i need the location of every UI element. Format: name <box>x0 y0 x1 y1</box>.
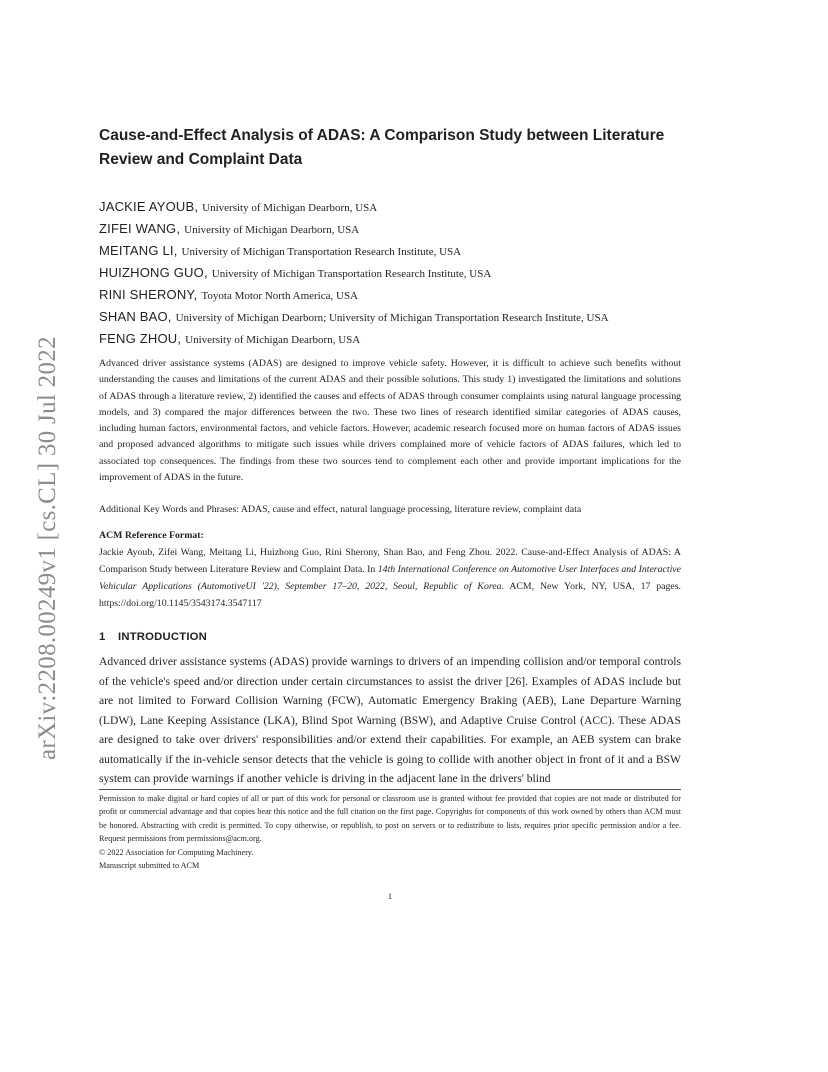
author-name: SHAN BAO, <box>99 309 172 324</box>
author-name: HUIZHONG GUO, <box>99 265 208 280</box>
abstract: Advanced driver assistance systems (ADAS) are designed to improve vehicle safety. However, it is difficult to achieve such benefits without understanding the causes and limitations of the current ADAS and their possible solutions. This study 1) investigated the limitations and solutions of ADAS through a literature review, 2) identified the causes and effects of ADAS through consumer complaints using natural language processing models, and 3) compared the major differences between the two. These two lines of research identified similar categories of ADAS causes, including human factors, environmental factors, and vehicle factors. However, academic research focused more on human factors of ADAS issues and proposed advanced algorithms to mitigate such issues while drivers complained more of vehicle factors of ADAS failures, which led to associated top consequences. The findings from these two sources tend to complement each other and provide important implications for the improvement of ADAS in the future. <box>99 358 681 484</box>
author-affiliation: University of Michigan Dearborn, USA <box>185 334 361 346</box>
acm-reference-text: Jackie Ayoub, Zifei Wang, Meitang Li, Huizhong Guo, Rini Sherony, Shan Bao, and Feng Zhou. 2022. Cause-and-Effect Analysis of ADAS: A Comparison Study between Literature Review and Complaint Data. In <box>99 547 681 575</box>
author-entry <box>99 328 739 350</box>
acm-reference-doi: . ACM, New York, NY, USA, 17 pages. https://doi.org/10.1145/3543174.3547117 <box>99 581 681 609</box>
author-entry <box>99 218 739 240</box>
author-name: JACKIE AYOUB, <box>99 199 199 214</box>
author-entry <box>99 306 739 328</box>
author-name: ZIFEI WANG, <box>99 221 181 236</box>
paper-title: Cause-and-Effect Analysis of ADAS: A Comparison Study between Literature Review and Complaint Data <box>99 127 665 168</box>
section-number: 1 <box>99 631 106 643</box>
author-name: FENG ZHOU, <box>99 331 182 346</box>
author-affiliation: Toyota Motor North America, USA <box>201 290 359 302</box>
author-entry <box>99 196 739 218</box>
author-affiliation: University of Michigan Dearborn; University of Michigan Transportation Research Institute, USA <box>175 312 609 324</box>
acm-reference <box>99 544 681 612</box>
keywords: Additional Key Words and Phrases: ADAS, cause and effect, natural language processing, literature review, complaint data <box>99 504 582 515</box>
introduction-paragraph: Advanced driver assistance systems (ADAS) provide warnings to drivers of an impending collision and/or temporal controls of the vehicle's speed and/or direction under certain circumstances to assist the driver [26]. Examples of ADAS include but are not limited to Forward Collision Warning (FCW), Automatic Emergency Braking (AEB), Lane Departure Warning (LDW), Lane Keeping Assistance (LKA), Blind Spot Warning (BSW), and Adaptive Cruise Control (ACC). These ADAS are designed to take over drivers' responsibilities and/or extend their capabilities. For example, an AEB system can brake automatically if the in-vehicle sensor detects that the vehicle is going to collide with another object in front of it and a BSW system can provide warnings if another vehicle is driving in the adjacent lane in the drivers' blind <box>99 655 681 785</box>
author-name: RINI SHERONY, <box>99 287 198 302</box>
author-affiliation: University of Michigan Dearborn, USA <box>184 224 360 236</box>
acm-reference-venue: 14th International Conference on Automotive User Interfaces and Interactive Vehicular Applications (AutomotiveUI '22), September 17–20, 2022, Seoul, Republic of Korea <box>99 564 681 592</box>
manuscript-note: Manuscript submitted to ACM <box>99 861 200 871</box>
author-name: MEITANG LI, <box>99 243 178 258</box>
author-affiliation: University of Michigan Transportation Research Institute, USA <box>211 268 492 280</box>
copyright-notice: © 2022 Association for Computing Machinery. <box>99 847 254 857</box>
author-entry <box>99 240 739 262</box>
author-affiliation: University of Michigan Dearborn, USA <box>202 202 378 214</box>
footnote <box>99 792 681 872</box>
section-heading <box>99 629 207 645</box>
arxiv-identifier-stamp: arXiv:2208.00249v1 [cs.CL] 30 Jul 2022 <box>34 336 61 760</box>
author-entry <box>99 262 739 284</box>
page-number: 1 <box>387 891 393 901</box>
author-entry <box>99 284 739 306</box>
acm-reference-heading: ACM Reference Format: <box>99 530 204 541</box>
footnote-divider <box>99 789 681 790</box>
author-list <box>99 196 739 350</box>
permission-notice: Permission to make digital or hard copies of all or part of this work for personal or classroom use is granted without fee provided that copies are not made or distributed for profit or commercial advantage and that copies bear this notice and the full citation on the first page. Copyrights for components of this work owned by others than ACM must be honored. Abstracting with credit is permitted. To copy otherwise, or republish, to post on servers or to redistribute to lists, requires prior specific permission and/or a fee. Request permissions from permissions@acm.org. <box>99 794 681 844</box>
section-title: INTRODUCTION <box>118 631 208 643</box>
author-affiliation: University of Michigan Transportation Research Institute, USA <box>181 246 462 258</box>
